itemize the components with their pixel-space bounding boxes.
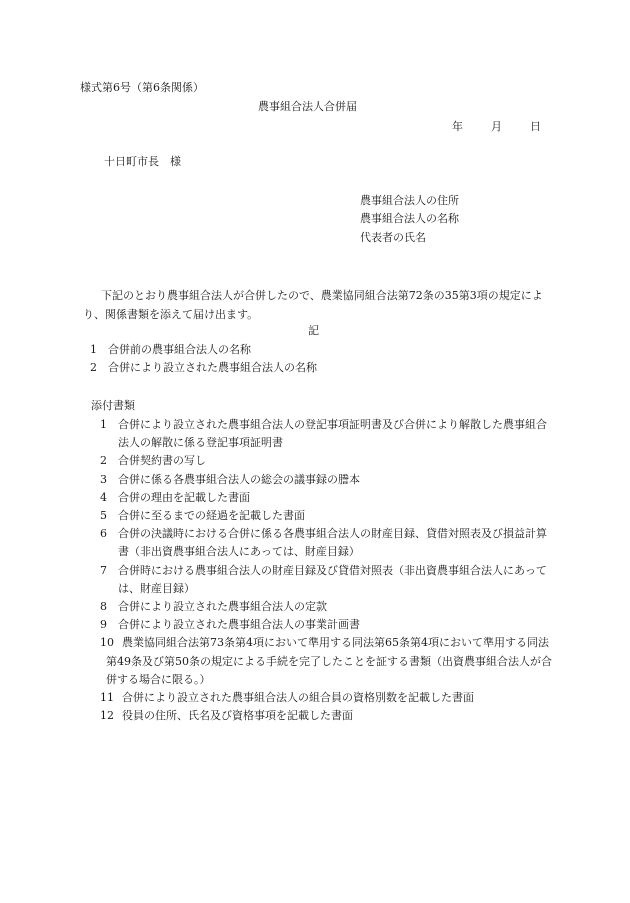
item-2 — [90, 362, 317, 373]
attachment-text: 合併により設立された農事組合法人の組合員の資格別数を記載した書面 — [122, 691, 474, 705]
attachment-item — [100, 489, 555, 507]
attachment-item — [100, 562, 555, 598]
document-title: 農事組合法人合併届 — [258, 100, 357, 113]
ki-heading: 記 — [308, 324, 319, 337]
attachment-number: 10 — [100, 636, 114, 650]
date-line — [452, 121, 541, 132]
attachment-number: 12 — [100, 709, 114, 723]
date-year: 年 — [452, 120, 463, 133]
attachment-text: 合併契約書の写し — [118, 454, 206, 468]
attachment-number: 9 — [100, 618, 107, 632]
addressee: 十日町市長 様 — [104, 155, 181, 168]
date-month: 月 — [491, 120, 502, 133]
attachment-text: 合併に至るまでの経過を記載した書面 — [118, 509, 305, 523]
item-text: 合併により設立された農事組合法人の名称 — [108, 361, 317, 374]
body-paragraph: 下記のとおり農事組合法人が合併したので、農業協同組合法第72条の35第3項の規定により、関係書類を添えて届け出ます。 — [83, 289, 543, 321]
attachment-number: 7 — [100, 563, 107, 577]
attachment-text: 合併の理由を記載した書面 — [118, 490, 250, 504]
attachment-number: 8 — [100, 600, 107, 614]
attachment-item — [100, 525, 555, 561]
attachment-text: 合併により設立された農事組合法人の登記事項証明書及び合併により解散した農事組合法人の解散に係る登記事項証明書 — [118, 418, 547, 450]
item-text: 合併前の農事組合法人の名称 — [108, 343, 251, 356]
date-day: 日 — [530, 120, 541, 133]
form-number: 様式第6号（第6条関係） — [80, 81, 204, 94]
attachment-text: 合併により設立された農事組合法人の定款 — [118, 600, 327, 614]
attachment-text: 合併により設立された農事組合法人の事業計画書 — [118, 618, 360, 632]
item-number: 1 — [90, 343, 97, 356]
attachments-list — [100, 416, 555, 725]
attachment-item — [100, 471, 555, 489]
attachment-number: 1 — [100, 418, 107, 431]
attachment-number: 5 — [100, 509, 107, 523]
applicant-name-label: 農事組合法人の名称 — [360, 212, 459, 225]
attachment-number: 6 — [100, 527, 107, 541]
attachment-number: 11 — [100, 691, 114, 705]
item-1 — [90, 344, 251, 355]
attachment-number: 3 — [100, 472, 107, 486]
attachment-item — [100, 689, 555, 707]
applicant-address-label: 農事組合法人の住所 — [360, 194, 459, 207]
attachment-item — [100, 598, 555, 616]
attachment-item — [100, 616, 555, 634]
item-number: 2 — [90, 361, 97, 374]
attachment-text: 合併時における農事組合法人の財産目録及び貸借対照表（非出資農事組合法人にあっては、財産目録） — [118, 563, 547, 595]
attachment-text: 役員の住所、氏名及び資格事項を記載した書面 — [122, 709, 353, 723]
attachment-number: 2 — [100, 454, 107, 468]
attachment-item — [100, 452, 555, 470]
attachment-item — [100, 507, 555, 525]
attachment-item — [100, 707, 555, 725]
attachment-item — [100, 416, 555, 452]
attachment-text: 合併の決議時における合併に係る各農事組合法人の財産目録、貸借対照表及び損益計算書（非出資農事組合法人にあっては、財産目録） — [118, 527, 547, 559]
representative-name-label: 代表者の氏名 — [360, 231, 426, 244]
attachment-text: 農業協同組合法第73条第4項において準用する同法第65条第4項において準用する同法第49条及び第50条の規定による手続を完了したことを証する書類（出資農事組合法人が合併する場合に限る。） — [106, 636, 552, 686]
attachment-number: 4 — [100, 490, 107, 504]
attachments-heading: 添付書類 — [91, 399, 135, 412]
attachment-text: 合併に係る各農事組合法人の総会の議事録の謄本 — [118, 472, 360, 486]
attachment-item — [100, 634, 555, 689]
